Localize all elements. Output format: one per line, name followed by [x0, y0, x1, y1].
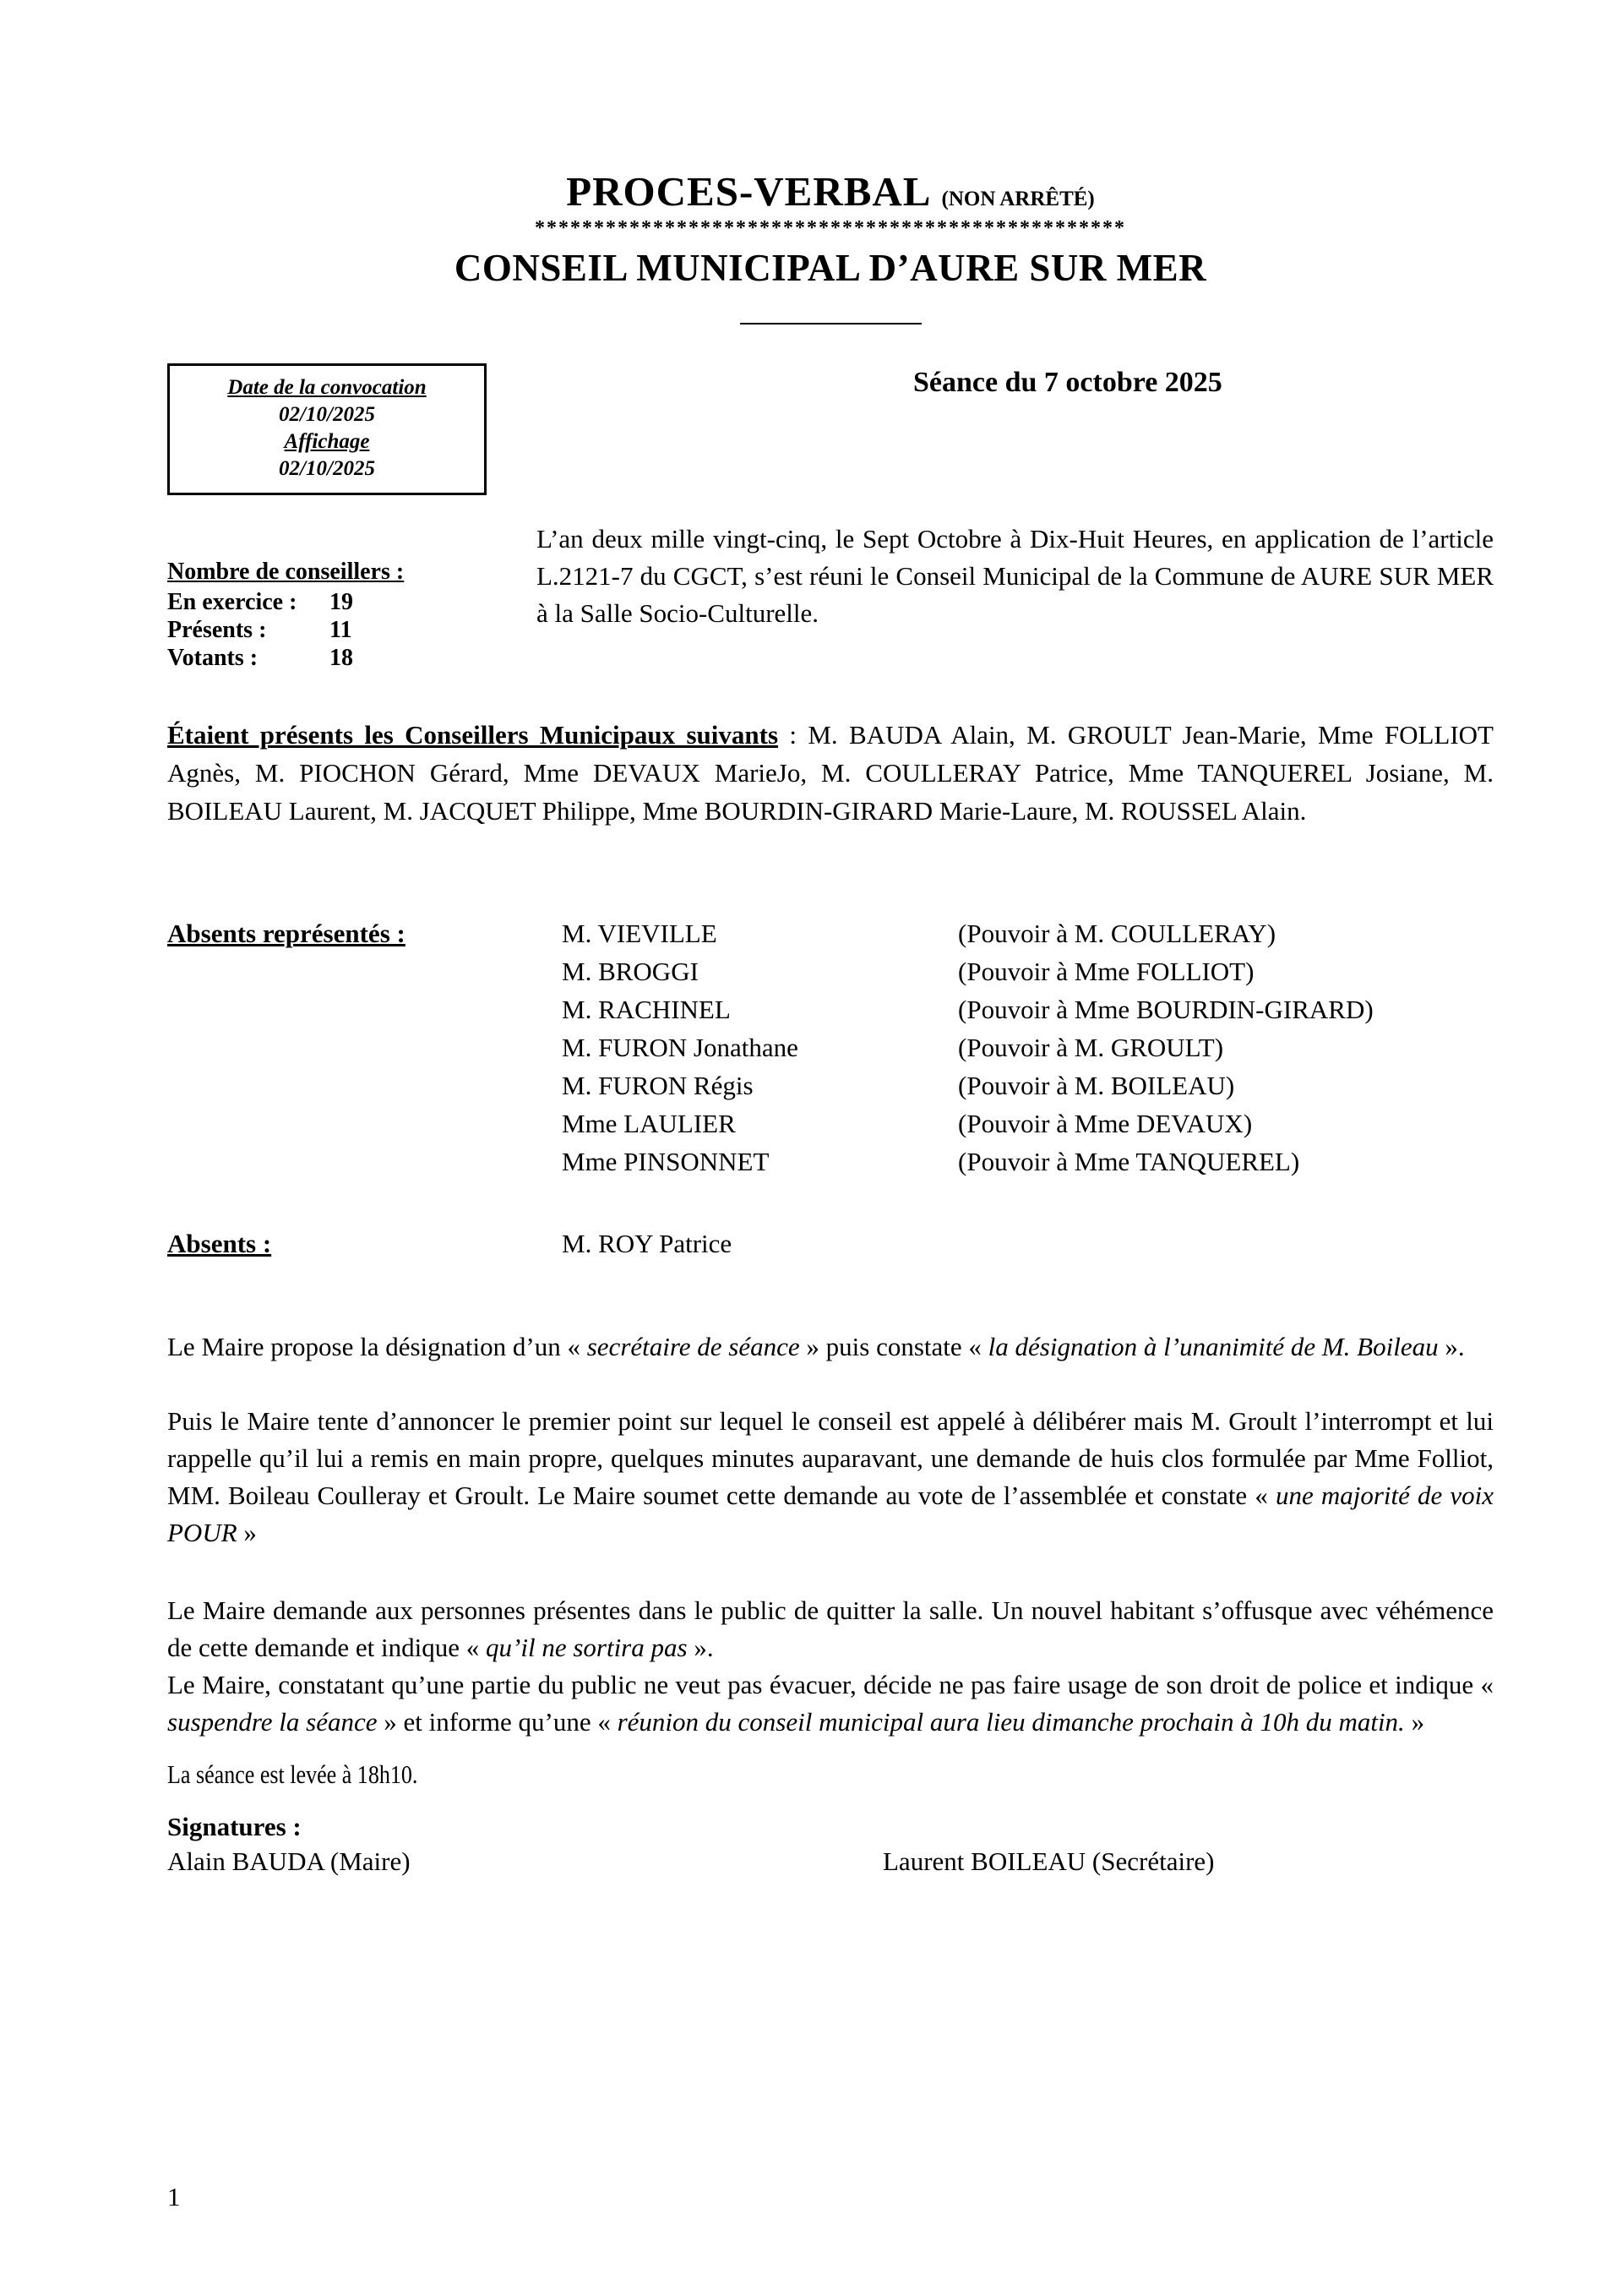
absent-represented-section: [167, 914, 1494, 1181]
councillors-count-row: [167, 616, 536, 644]
intro-row: [167, 521, 1494, 672]
councillors-count-row: [167, 644, 536, 672]
absent-represented-row: [562, 990, 1494, 1028]
count-value: 19: [329, 589, 353, 616]
absent-heading: Absents :: [167, 1229, 272, 1259]
absent-name: M. RACHINEL: [562, 995, 731, 1025]
session-title: Séance du 7 octobre 2025: [913, 367, 1222, 399]
paragraph-huis-clos: Puis le Maire tente d’annoncer le premier point sur lequel le conseil est appelé à délibérer mais M. Groult l’interrompt et lui rappelle qu’il lui a remis en main propre, quelques minutes auparavant, une demande de huis clos formulée par Mme Folliot, MM. Boileau Coulleray et Groult. Le Maire soumet cette demande au vote de l’assemblée et constate « une majorité de voix POUR »: [167, 1406, 1494, 1548]
absent-represented-heading-col: [167, 914, 562, 1181]
councillors-count-heading: Nombre de conseillers :: [167, 559, 405, 586]
count-label: Votants :: [167, 645, 259, 672]
absent-name: Mme PINSONNET: [562, 1147, 770, 1177]
title-rule: [740, 323, 922, 324]
councillors-count-block: [167, 521, 536, 672]
absent-pouvoir: (Pouvoir à M. GROULT): [958, 1033, 1224, 1063]
absent-represented-row: [562, 1066, 1494, 1104]
absent-pouvoir: (Pouvoir à Mme BOURDIN-GIRARD): [958, 995, 1374, 1025]
absent-pouvoir: (Pouvoir à M. BOILEAU): [958, 1071, 1235, 1101]
affichage-value: 02/10/2025: [279, 457, 375, 481]
absent-pouvoir: (Pouvoir à Mme DEVAUX): [958, 1109, 1253, 1139]
absent-represented-row: [562, 1143, 1494, 1181]
absent-section: [167, 1224, 1494, 1263]
absent-name: M. BROGGI: [562, 957, 699, 987]
convocation-date-label: Date de la convocation: [227, 376, 427, 400]
present-members-heading: Étaient présents les Conseillers Municipaux suivants: [167, 720, 779, 750]
present-members-list: : M. BAUDA Alain, M. GROULT Jean-Marie, Mme FOLLIOT Agnès, M. PIOCHON Gérard, Mme DEVAUX MarieJo, M. COULLERAY Patrice, Mme TANQUEREL Josiane, M. BOILEAU Laurent, M. JACQUET Philippe, Mme BOURDIN-GIRARD Marie-Laure, M. ROUSSEL Alain.: [167, 720, 1494, 826]
intro-paragraph: L’an deux mille vingt-cinq, le Sept Octobre à Dix-Huit Heures, en application de l’article L.2121-7 du CGCT, s’est réuni le Conseil Municipal de la Commune de AURE SUR MER à la Salle Socio-Culturelle.: [536, 524, 1494, 629]
stars-divider: **************************************************: [535, 216, 1126, 239]
absent-pouvoir: (Pouvoir à M. COULLERAY): [958, 919, 1276, 949]
paragraph-public-refusal: Le Maire demande aux personnes présentes dans le public de quitter la salle. Un nouvel habitant s’offusque avec véhémence de cette demande et indique « qu’il ne sortira pas ».: [167, 1595, 1494, 1663]
convocation-box: [167, 363, 487, 495]
absent-represented-row: [562, 1104, 1494, 1143]
paragraph-secretary-designation: Le Maire propose la désignation d’un « secrétaire de séance » puis constate « la désignation à l’unanimité de M. Boileau ».: [167, 1332, 1465, 1362]
signatures-row: [167, 1846, 1494, 1877]
councillors-count-row: [167, 588, 536, 616]
title-status-note: (NON ARRÊTÉ): [941, 188, 1095, 210]
absent-heading-col: [167, 1224, 562, 1263]
absent-represented-row: [562, 1028, 1494, 1066]
page-number: 1: [167, 2182, 181, 2211]
absent-name: M. FURON Régis: [562, 1071, 754, 1101]
council-title: CONSEIL MUNICIPAL D’AURE SUR MER: [454, 246, 1207, 289]
absent-represented-row: [562, 952, 1494, 990]
absent-represented-row: [562, 914, 1494, 952]
paragraph-session-suspension: Le Maire, constatant qu’une partie du public ne veut pas évacuer, décide ne pas faire usage de son droit de police et indique « suspendre la séance » et informe qu’une « réunion du conseil municipal aura lieu dimanche prochain à 10h du matin. »: [167, 1670, 1494, 1737]
absent-pouvoir: (Pouvoir à Mme FOLLIOT): [958, 957, 1255, 987]
absent-represented-heading: Absents représentés :: [167, 919, 406, 949]
present-members-paragraph: [167, 716, 1494, 830]
absent-name: Mme LAULIER: [562, 1109, 736, 1139]
signature-maire: Alain BAUDA (Maire): [167, 1846, 411, 1877]
signatures-heading: Signatures :: [167, 1812, 302, 1842]
absent-pouvoir: (Pouvoir à Mme TANQUEREL): [958, 1147, 1300, 1177]
minutes-body: [167, 1328, 1494, 1741]
count-value: 11: [329, 617, 352, 644]
document-title: [167, 169, 1494, 215]
count-label: Présents :: [167, 617, 267, 644]
convocation-date-value: 02/10/2025: [279, 403, 375, 427]
absent-name: M. VIEVILLE: [562, 919, 717, 949]
absent-member-name: M. ROY Patrice: [562, 1229, 732, 1259]
count-value: 18: [329, 645, 353, 672]
absent-name: M. FURON Jonathane: [562, 1033, 798, 1063]
document-title-text: PROCES-VERBAL: [566, 168, 932, 215]
absent-represented-list: [562, 914, 1494, 1181]
closing-line: La séance est levée à 18h10.: [167, 1759, 418, 1790]
signature-secretaire: Laurent BOILEAU (Secrétaire): [883, 1846, 1215, 1877]
count-label: En exercice :: [167, 589, 297, 616]
header-info-row: [167, 363, 1494, 495]
affichage-label: Affichage: [284, 430, 370, 454]
